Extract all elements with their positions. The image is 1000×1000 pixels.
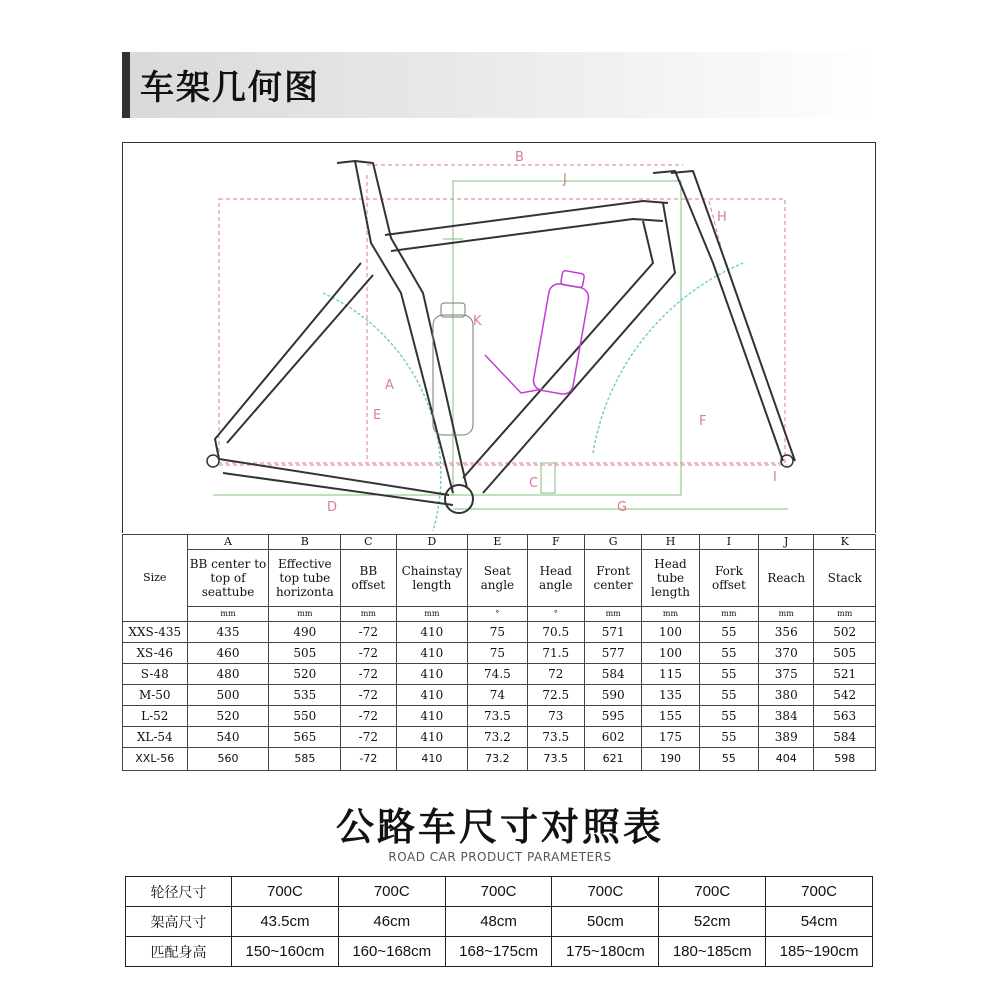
table-cell: 46cm [338, 907, 445, 937]
table-cell: 598 [814, 748, 876, 771]
column-header: Head tube length [642, 550, 699, 607]
table-cell: 621 [584, 748, 641, 771]
table-cell: 595 [584, 706, 641, 727]
table-cell: 185~190cm [766, 937, 873, 967]
column-unit: mm [269, 607, 341, 622]
dim-label-k: K [473, 314, 482, 329]
table-cell: 74 [468, 685, 527, 706]
dim-label-j: J [563, 172, 567, 187]
column-header: BB center to top of seattube [187, 550, 269, 607]
column-letter: I [699, 535, 758, 550]
table-cell: 460 [187, 643, 269, 664]
table-cell: 73.5 [527, 748, 584, 771]
table-cell: 500 [187, 685, 269, 706]
table-cell: 73.5 [527, 727, 584, 748]
column-letter: B [269, 535, 341, 550]
table-cell: 72.5 [527, 685, 584, 706]
table-cell: 410 [396, 643, 468, 664]
table-row [126, 937, 873, 967]
column-unit: mm [341, 607, 396, 622]
table-cell: 356 [759, 622, 814, 643]
table-cell: 155 [642, 706, 699, 727]
geometry-table-body [123, 622, 876, 771]
table-cell: 48cm [445, 907, 552, 937]
size-cell: S-48 [123, 664, 188, 685]
table-cell: 100 [642, 622, 699, 643]
table-cell: 550 [269, 706, 341, 727]
table-cell: 55 [699, 643, 758, 664]
table-cell: 410 [396, 727, 468, 748]
table-cell: 73.5 [468, 706, 527, 727]
table-cell: 577 [584, 643, 641, 664]
table-cell: 52cm [659, 907, 766, 937]
table-cell: 160~168cm [338, 937, 445, 967]
table-cell: -72 [341, 706, 396, 727]
table-cell: 435 [187, 622, 269, 643]
column-header: Chainstay length [396, 550, 468, 607]
dim-label-c: C [529, 476, 539, 491]
road-params-subtitle: ROAD CAR PRODUCT PARAMETERS [388, 850, 612, 864]
column-header: Seat angle [468, 550, 527, 607]
size-cell: M-50 [123, 685, 188, 706]
table-cell: 380 [759, 685, 814, 706]
road-params-body [126, 877, 873, 967]
table-cell: -72 [341, 622, 396, 643]
column-unit: mm [814, 607, 876, 622]
column-unit: mm [642, 607, 699, 622]
table-cell: -72 [341, 643, 396, 664]
table-cell: 585 [269, 748, 341, 771]
unit-row [123, 607, 876, 622]
table-cell: 55 [699, 748, 758, 771]
table-cell: 55 [699, 664, 758, 685]
column-unit: mm [187, 607, 269, 622]
dim-label-a: A [385, 378, 394, 393]
table-cell: 590 [584, 685, 641, 706]
column-name-row [123, 550, 876, 607]
table-cell: 50cm [552, 907, 659, 937]
column-header: Front center [584, 550, 641, 607]
table-cell: 700C [552, 877, 659, 907]
table-cell: 55 [699, 727, 758, 748]
dim-label-b: B [515, 150, 524, 165]
table-cell: 135 [642, 685, 699, 706]
table-cell: 540 [187, 727, 269, 748]
column-unit: mm [584, 607, 641, 622]
table-cell: 584 [814, 727, 876, 748]
table-cell: 115 [642, 664, 699, 685]
column-header: Fork offset [699, 550, 758, 607]
table-cell: 168~175cm [445, 937, 552, 967]
column-letter: K [814, 535, 876, 550]
size-header: Size [123, 535, 188, 622]
frame-tubes [215, 161, 795, 505]
size-cell: XXS-435 [123, 622, 188, 643]
dim-label-d: D [327, 500, 338, 515]
table-cell: 410 [396, 706, 468, 727]
size-cell: L-52 [123, 706, 188, 727]
row-label: 架高尺寸 [126, 907, 232, 937]
table-cell: 602 [584, 727, 641, 748]
title-accent-bar [122, 52, 130, 118]
column-header: Head angle [527, 550, 584, 607]
table-cell: 73 [527, 706, 584, 727]
geometry-table [122, 534, 876, 771]
table-cell: 100 [642, 643, 699, 664]
table-cell: 175 [642, 727, 699, 748]
table-cell: 521 [814, 664, 876, 685]
table-cell: 410 [396, 622, 468, 643]
green-dimension-lines [213, 181, 788, 509]
table-cell: 410 [396, 664, 468, 685]
table-cell: 700C [338, 877, 445, 907]
table-cell: 55 [699, 622, 758, 643]
table-cell: 150~160cm [232, 937, 339, 967]
road-params-title: 公路车尺寸对照表 [335, 805, 664, 849]
size-cell: XL-54 [123, 727, 188, 748]
dim-label-e: E [373, 408, 382, 423]
table-cell: 71.5 [527, 643, 584, 664]
table-cell: 175~180cm [552, 937, 659, 967]
table-cell: -72 [341, 685, 396, 706]
table-cell: 389 [759, 727, 814, 748]
table-cell: -72 [341, 664, 396, 685]
column-letter: G [584, 535, 641, 550]
table-cell: 43.5cm [232, 907, 339, 937]
column-letter-row [123, 535, 876, 550]
table-cell: 700C [445, 877, 552, 907]
table-cell: 370 [759, 643, 814, 664]
table-cell: 565 [269, 727, 341, 748]
dim-label-i: I [773, 470, 777, 485]
table-cell: 73.2 [468, 748, 527, 771]
column-letter: F [527, 535, 584, 550]
size-cell: XXL-56 [123, 748, 188, 771]
table-row [123, 685, 876, 706]
table-cell: 700C [766, 877, 873, 907]
table-cell: 180~185cm [659, 937, 766, 967]
table-cell: 54cm [766, 907, 873, 937]
table-cell: 700C [232, 877, 339, 907]
table-cell: 190 [642, 748, 699, 771]
column-unit: ° [527, 607, 584, 622]
table-cell: 520 [269, 664, 341, 685]
column-header: Stack [814, 550, 876, 607]
table-cell: 75 [468, 643, 527, 664]
table-cell: 410 [396, 685, 468, 706]
column-unit: ° [468, 607, 527, 622]
row-label: 轮径尺寸 [126, 877, 232, 907]
dim-label-g: G [617, 500, 628, 515]
table-row [123, 664, 876, 685]
table-row [123, 727, 876, 748]
column-letter: C [341, 535, 396, 550]
column-unit: mm [699, 607, 758, 622]
column-letter: A [187, 535, 269, 550]
table-cell: 74.5 [468, 664, 527, 685]
table-cell: 480 [187, 664, 269, 685]
table-cell: 560 [187, 748, 269, 771]
table-cell: 490 [269, 622, 341, 643]
table-row [126, 907, 873, 937]
table-cell: 505 [814, 643, 876, 664]
table-row [123, 706, 876, 727]
table-cell: 73.2 [468, 727, 527, 748]
column-header: BB offset [341, 550, 396, 607]
column-letter: D [396, 535, 468, 550]
rear-dropout [207, 455, 219, 467]
column-header: Reach [759, 550, 814, 607]
table-cell: 520 [187, 706, 269, 727]
table-cell: 404 [759, 748, 814, 771]
size-cell: XS-46 [123, 643, 188, 664]
table-cell: 55 [699, 706, 758, 727]
page-title: 车架几何图 [140, 68, 320, 108]
table-cell: 70.5 [527, 622, 584, 643]
table-cell: 384 [759, 706, 814, 727]
table-cell: 700C [659, 877, 766, 907]
table-cell: 75 [468, 622, 527, 643]
frame-geometry-drawing [122, 142, 876, 533]
table-cell: -72 [341, 727, 396, 748]
dim-label-f: F [699, 414, 707, 429]
table-row [126, 877, 873, 907]
column-letter: J [759, 535, 814, 550]
column-header: Effective top tube horizonta [269, 550, 341, 607]
column-unit: mm [396, 607, 468, 622]
table-cell: -72 [341, 748, 396, 771]
table-cell: 571 [584, 622, 641, 643]
dim-label-h: H [717, 210, 727, 225]
table-row [123, 643, 876, 664]
column-letter: E [468, 535, 527, 550]
table-row [123, 748, 876, 771]
bicycle-frame-drawing [123, 143, 875, 533]
water-bottle-icon [485, 270, 590, 395]
column-unit: mm [759, 607, 814, 622]
table-row [123, 622, 876, 643]
row-label: 匹配身高 [126, 937, 232, 967]
table-cell: 502 [814, 622, 876, 643]
table-cell: 505 [269, 643, 341, 664]
road-params-table [125, 876, 873, 967]
table-cell: 563 [814, 706, 876, 727]
table-cell: 535 [269, 685, 341, 706]
table-cell: 375 [759, 664, 814, 685]
column-letter: H [642, 535, 699, 550]
table-cell: 584 [584, 664, 641, 685]
dimension-letters [327, 150, 777, 515]
table-cell: 72 [527, 664, 584, 685]
table-cell: 410 [396, 748, 468, 771]
table-cell: 542 [814, 685, 876, 706]
table-cell: 55 [699, 685, 758, 706]
